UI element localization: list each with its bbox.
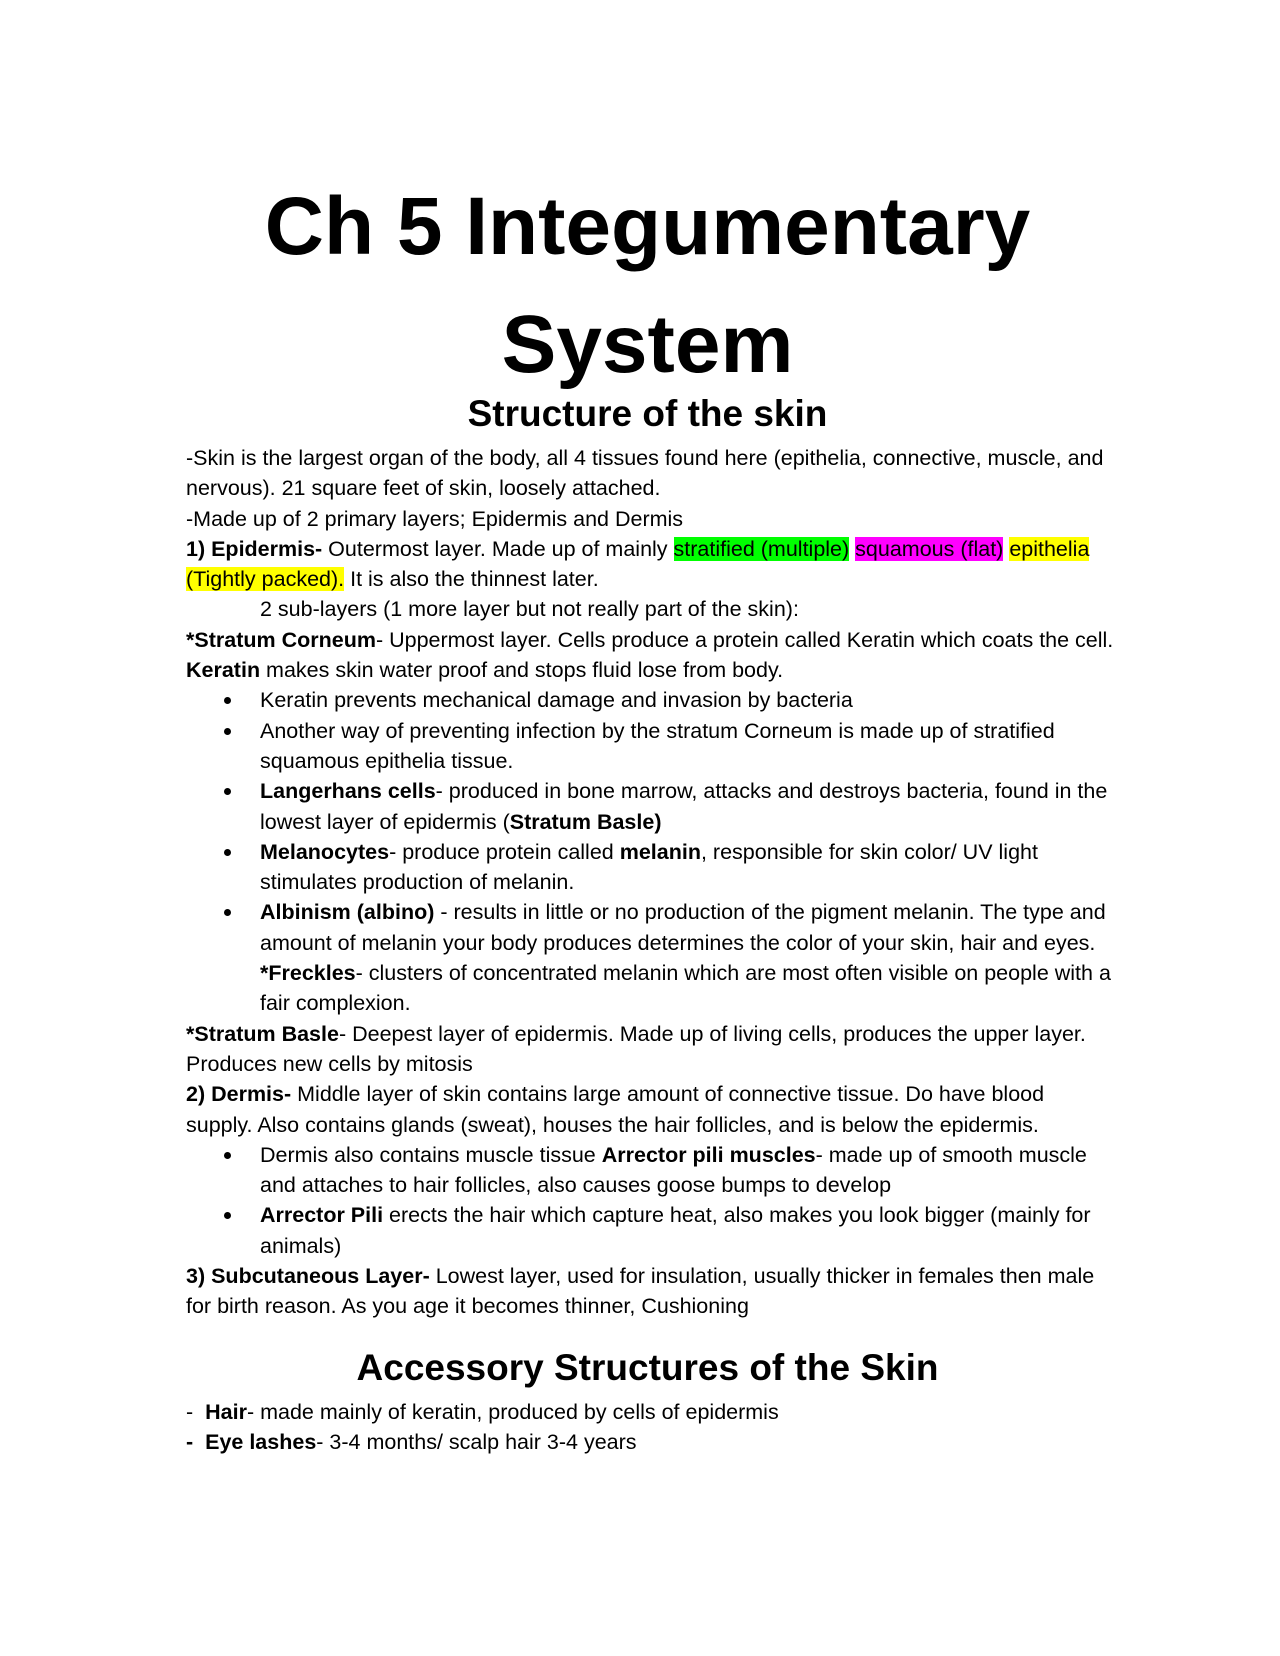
list-item (186, 897, 1116, 958)
albinism-text: - results in little or no production of the pigment melanin. The type and amount of melanin your body produces determines the color of your skin, hair and eyes. (260, 900, 1106, 955)
epidermis-label: 1) Epidermis- (186, 536, 323, 561)
highlight-squamous: squamous (flat) (855, 536, 1004, 561)
dermis-label: 2) Dermis- (186, 1082, 292, 1107)
dermis-bullet-text-end: - made up of smooth muscle and attaches to hair follicles, also causes goose bumps to develop (260, 1142, 1087, 1198)
basle-label: *Stratum Basle (186, 1021, 339, 1046)
epidermis-paragraph (186, 534, 1116, 595)
epidermis-text: Outermost layer. Made up of mainly (322, 536, 674, 561)
eye-lashes-text: - 3-4 months/ scalp hair 3-4 years (316, 1430, 637, 1455)
dash-marker: - (186, 1400, 206, 1424)
list-item: Keratin prevents mechanical damage and invasion by bacteria (186, 685, 1116, 715)
corneum-text-end: makes skin water proof and stops fluid lose from body. (260, 658, 784, 683)
arrector-pili-muscles-term: Arrector pili muscles (601, 1142, 816, 1167)
list-item (186, 1397, 1116, 1427)
melanin-term: melanin (619, 839, 701, 864)
melanocytes-label: Melanocytes (260, 839, 390, 864)
sublayers-paragraph: 2 sub-layers (1 more layer but not really part of the skin): (260, 597, 799, 622)
corneum-paragraph (186, 625, 1116, 686)
corneum-label: *Stratum Corneum (186, 627, 376, 652)
albinism-label: Albinism (albino) (260, 900, 435, 925)
subcutaneous-text: Lowest layer, used for insulation, usually thicker in females then male for birth reason. As you age it becomes thinner, Cushioning (186, 1264, 1095, 1319)
eye-lashes-term: Eye lashes (205, 1430, 317, 1455)
freckles-paragraph (186, 958, 1116, 1019)
list-item (186, 1200, 1116, 1261)
intro-paragraph: -Skin is the largest organ of the body, all 4 tissues found here (epithelia, connective, muscle, and nervous). 21 square feet of skin, loosely attached. (186, 446, 1104, 501)
freckles-label: *Freckles (260, 961, 356, 986)
arrector-pili-term: Arrector Pili (260, 1203, 384, 1228)
section-heading-accessory: Accessory Structures of the Skin (356, 1347, 939, 1388)
corneum-text: - Uppermost layer. Cells produce a protein called Keratin which coats the cell. (375, 627, 1114, 652)
hair-text: - made mainly of keratin, produced by cells of epidermis (246, 1400, 779, 1424)
list-item (186, 1427, 1116, 1457)
basle-text: - Deepest layer of epidermis. Made up of living cells, produces the upper layer. Produces new cells by mitosis (186, 1021, 1086, 1076)
freckles-text: - clusters of concentrated melanin which are most often visible on people with a fair complexion. (260, 961, 1111, 1016)
melanocytes-text-end: , responsible for skin color/ UV light stimulates production of melanin. (260, 839, 1038, 895)
arrector-pili-text: erects the hair which capture heat, also makes you look bigger (mainly for animals) (260, 1203, 1091, 1258)
list-item: Another way of preventing infection by the stratum Corneum is made up of stratified squamous epithelia tissue. (186, 716, 1116, 777)
structure-body (186, 443, 1116, 1322)
dermis-bullet-text: Dermis also contains muscle tissue (260, 1142, 602, 1167)
hair-term: Hair (205, 1400, 247, 1424)
highlight-stratified: stratified (multiple) (673, 536, 850, 561)
subcutaneous-paragraph (186, 1261, 1116, 1322)
epidermis-text-end: It is also the thinnest later. (344, 567, 599, 592)
list-item (186, 1140, 1116, 1201)
epidermis-bullet-list (186, 685, 1116, 958)
highlight-epithelia: epithelia (Tightly packed). (186, 536, 1090, 592)
list-item (186, 776, 1116, 837)
document-title: Ch 5 Integumentary System (264, 181, 1031, 390)
accessory-list (186, 1397, 1116, 1458)
subcutaneous-label: 3) Subcutaneous Layer- (186, 1264, 430, 1289)
melanocytes-text: - produce protein called (389, 839, 620, 864)
basle-paragraph (186, 1019, 1116, 1080)
keratin-term: Keratin (186, 658, 261, 683)
dermis-text: Middle layer of skin contains large amount of connective tissue. Do have blood supply. Also contains glands (sweat), houses the hair follicles, and is below the epidermis. (186, 1082, 1045, 1137)
list-item (186, 837, 1116, 898)
langerhans-text: - produced in bone marrow, attacks and destroys bacteria, found in the lowest layer of epidermis ( (260, 779, 1108, 834)
layers-paragraph: -Made up of 2 primary layers; Epidermis and Dermis (186, 506, 684, 531)
dermis-bullet-list (186, 1140, 1116, 1261)
dash-marker: - (186, 1430, 206, 1455)
section-heading-structure: Structure of the skin (467, 393, 828, 434)
dermis-paragraph (186, 1079, 1116, 1140)
langerhans-label: Langerhans cells (260, 779, 436, 804)
stratum-basle-term: Stratum Basle) (509, 809, 662, 834)
